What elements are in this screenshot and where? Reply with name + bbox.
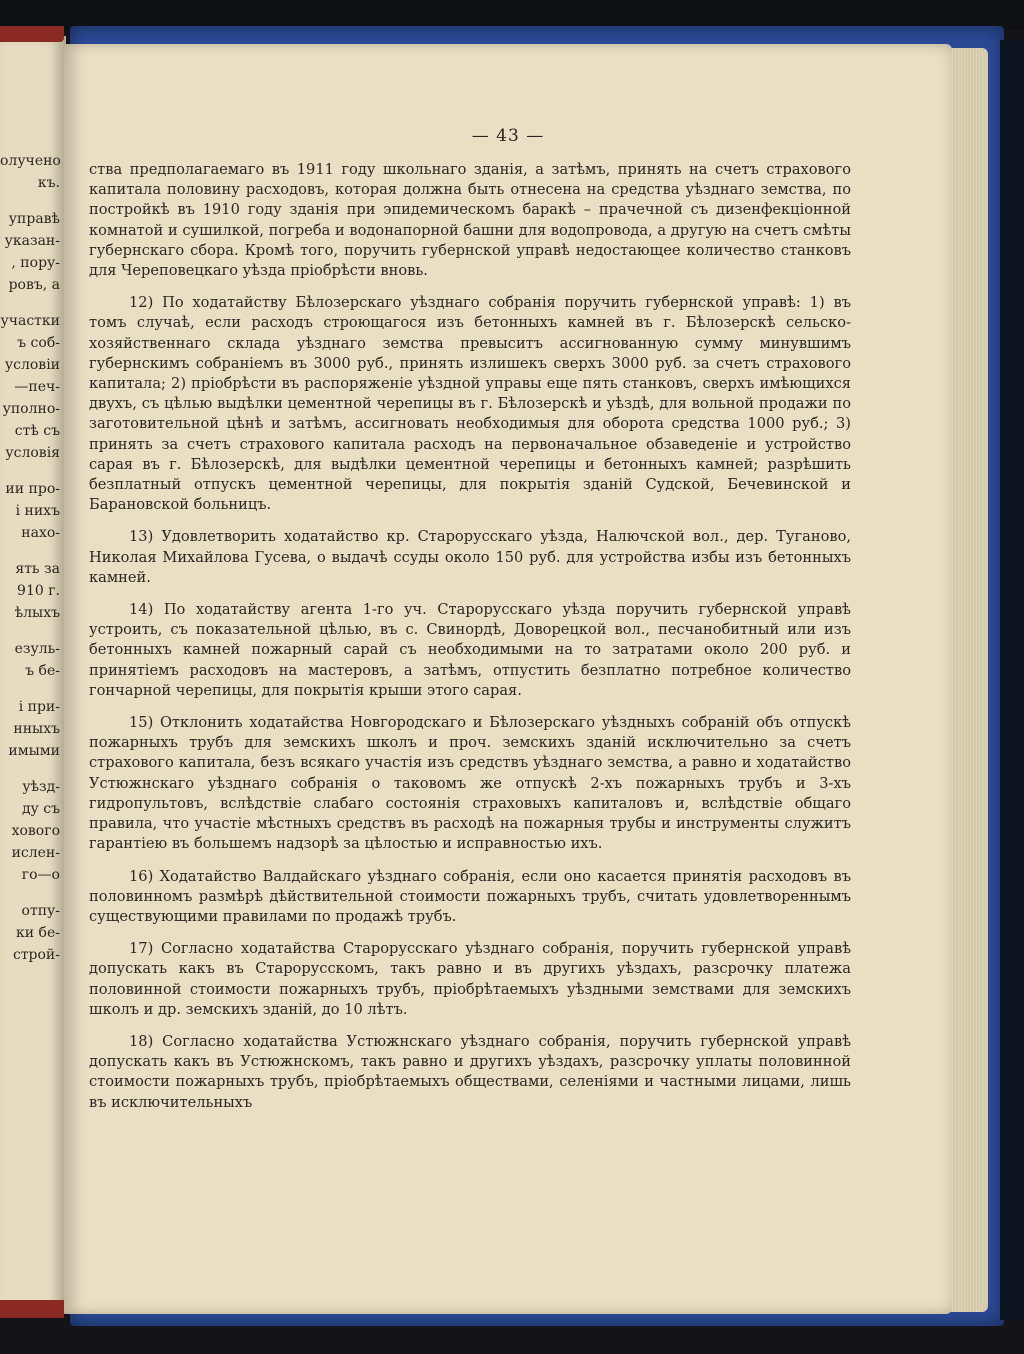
document-page (64, 44, 952, 1314)
left-page-fragment: езуль- (14, 641, 60, 657)
left-page-fragment: ии про- (5, 481, 60, 497)
left-cover-top (0, 26, 64, 42)
left-page-fragment: уѣзд- (22, 779, 60, 795)
left-page-fragment: отпу- (21, 903, 60, 919)
left-page-fragment: хового (11, 823, 60, 839)
left-page-fragment: нныхъ (13, 721, 60, 737)
left-page-fragment: 910 г. (17, 583, 60, 599)
previous-page-edge (0, 36, 66, 1314)
left-page-fragment: ки бе- (16, 925, 60, 941)
left-page-fragment: нахо- (21, 525, 60, 541)
left-page-fragment: —печ- (14, 379, 60, 395)
left-page-fragment: олучено (0, 153, 61, 169)
page-stack-edges (948, 48, 988, 1312)
left-page-fragment: го—о (21, 867, 60, 883)
page-number: — 43 — (471, 126, 545, 146)
left-page-fragment: ъ бе- (25, 663, 60, 679)
paragraph: 14) По ходатайству агента 1-го уч. Старорусскаго уѣзда поручить губернской управѣ устроить, съ показательной цѣлью, въ с. Свинордѣ, Доворецкой вол., песчанобитный или изъ бетонныхъ камней пожарный сарай съ необходимыми на то затратами около 200 руб. и принятіемъ расходовъ на мастеровъ, а затѣмъ, отпустить безплатно потребное количество гончарной черепицы, для покрытія крыши этого сарая. (89, 601, 851, 699)
left-page-fragment: условіи (4, 357, 60, 373)
left-page-fragment: ровъ, а (8, 277, 60, 293)
left-page-fragment: стѣ съ (14, 423, 60, 439)
left-page-fragment: управѣ (8, 211, 60, 227)
left-page-fragment: , пору- (11, 255, 60, 271)
left-page-fragment: ъ соб- (17, 335, 60, 351)
page-body (89, 160, 851, 1125)
left-page-fragment: і при- (18, 699, 60, 715)
cover-edge (1000, 40, 1024, 1320)
left-page-fragment: указан- (4, 233, 60, 249)
paragraph: 16) Ходатайство Валдайскаго уѣзднаго собранія, если оно касается принятія расходовъ въ половинномъ размѣрѣ дѣйствительной стоимости пожарныхъ трубъ, считать удовлетвореннымъ существующими правилами по продажѣ трубъ. (89, 867, 851, 925)
left-page-fragment: ять за (15, 561, 60, 577)
left-page-fragment: имыми (8, 743, 60, 759)
left-page-fragment: участки (0, 313, 60, 329)
left-page-fragment: ду съ (21, 801, 60, 817)
paragraph: ства предполагаемаго въ 1911 году школьнаго зданія, а затѣмъ, принять на счетъ страхового капитала половину расходовъ, которая должна быть отнесена на средства уѣзднаго земства, по постройкѣ въ 1910 году зданія при эпидемическомъ баракѣ – прачечной съ дизенфекціонной комнатой и сушилкой, погреба и водонапорной башни для водопровода, а другую на счетъ смѣты губернскаго сбора. Кромѣ того, поручить губернской управѣ недостающее количество станковъ для Череповецкаго уѣзда пріобрѣсти вновь. (89, 161, 851, 280)
left-page-fragment: ѣлыхъ (14, 605, 60, 621)
left-page-fragment: къ. (37, 175, 60, 191)
paragraph: 15) Отклонить ходатайства Новгородскаго и Бѣлозерскаго уѣздныхъ собраній объ отпускѣ пожарныхъ трубъ для земскихъ школъ и проч. земскихъ зданій исключительно за счетъ страхового капитала, безъ всякаго участія изъ средствъ уѣзднаго земства, а равно и ходатайство Устюжнскаго уѣзднаго собранія о таковомъ же отпускѣ 2-хъ пожарныхъ трубъ и 3-хъ гидропультовъ, вслѣдствіе слабаго состоянія страховыхъ капиталовъ и, вслѣдствіе общаго правила, что участіе мѣстныхъ средствъ въ расходѣ на пожарныя трубы и инструменты служитъ гарантіею въ большемъ надзорѣ за цѣлостью и исправностью ихъ. (89, 714, 851, 853)
left-page-fragment: условія (5, 445, 60, 461)
paragraph: 17) Согласно ходатайства Старорусскаго уѣзднаго собранія, поручить губернской управѣ допускать какъ въ Старорусскомъ, такъ равно и въ другихъ уѣздахъ, разсрочку платежа половинной стоимости пожарныхъ трубъ, пріобрѣтаемыхъ уѣздными земствами для земскихъ школъ и др. земскихъ зданій, до 10 лѣтъ. (89, 940, 851, 1018)
left-page-fragment: уполно- (2, 401, 60, 417)
left-page-fragment: строй- (12, 947, 60, 963)
paragraph: 12) По ходатайству Бѣлозерскаго уѣзднаго собранія поручить губернской управѣ: 1) въ томъ случаѣ, если расходъ строющагося изъ бетонныхъ камней въ г. Бѣлозерскѣ сельско-хозяйственнаго склада уѣзднаго земства превыситъ ассигнованную сумму минувшимъ губернскимъ собраніемъ въ 3000 руб., принять излишекъ сверхъ 3000 руб. за счетъ страхового капитала; 2) пріобрѣсти въ распоряженіе уѣздной управы еще пять станковъ, сверхъ имѣющихся двухъ, съ цѣлью выдѣлки цементной черепицы въ г. Бѣлозерскѣ и уѣздѣ, для вольной продажи по заготовительной цѣнѣ и затѣмъ, ассигновать необходимыя для оборота средства 1000 руб.; 3) принять за счетъ страхового капитала расходъ на первоначальное обзаведеніе и устройство сарая въ г. Бѣлозерскѣ, для выдѣлки цементной черепицы и бетонныхъ камней; разрѣшить безплатный отпускъ цементной черепицы, для покрытія зданій Судской, Бечевинской и Барановской больницъ. (89, 294, 851, 514)
paragraph: 13) Удовлетворить ходатайство кр. Старорусскаго уѣзда, Налючской вол., дер. Туганово, Николая Михайлова Гусева, о выдачѣ ссуды около 150 руб. для устройства избы изъ бетонныхъ камней. (89, 528, 851, 586)
left-page-fragment: ислен- (11, 845, 60, 861)
paragraph: 18) Согласно ходатайства Устюжнскаго уѣзднаго собранія, поручить губернской управѣ допускать какъ въ Устюжнскомъ, такъ равно и другихъ уѣздахъ, разсрочку уплаты половинной стоимости пожарныхъ трубъ, пріобрѣтаемыхъ обществами, селеніями и частными лицами, лишь въ исключительныхъ (89, 1032, 851, 1111)
left-cover-bottom (0, 1300, 64, 1318)
left-page-fragment: і нихъ (15, 503, 60, 519)
